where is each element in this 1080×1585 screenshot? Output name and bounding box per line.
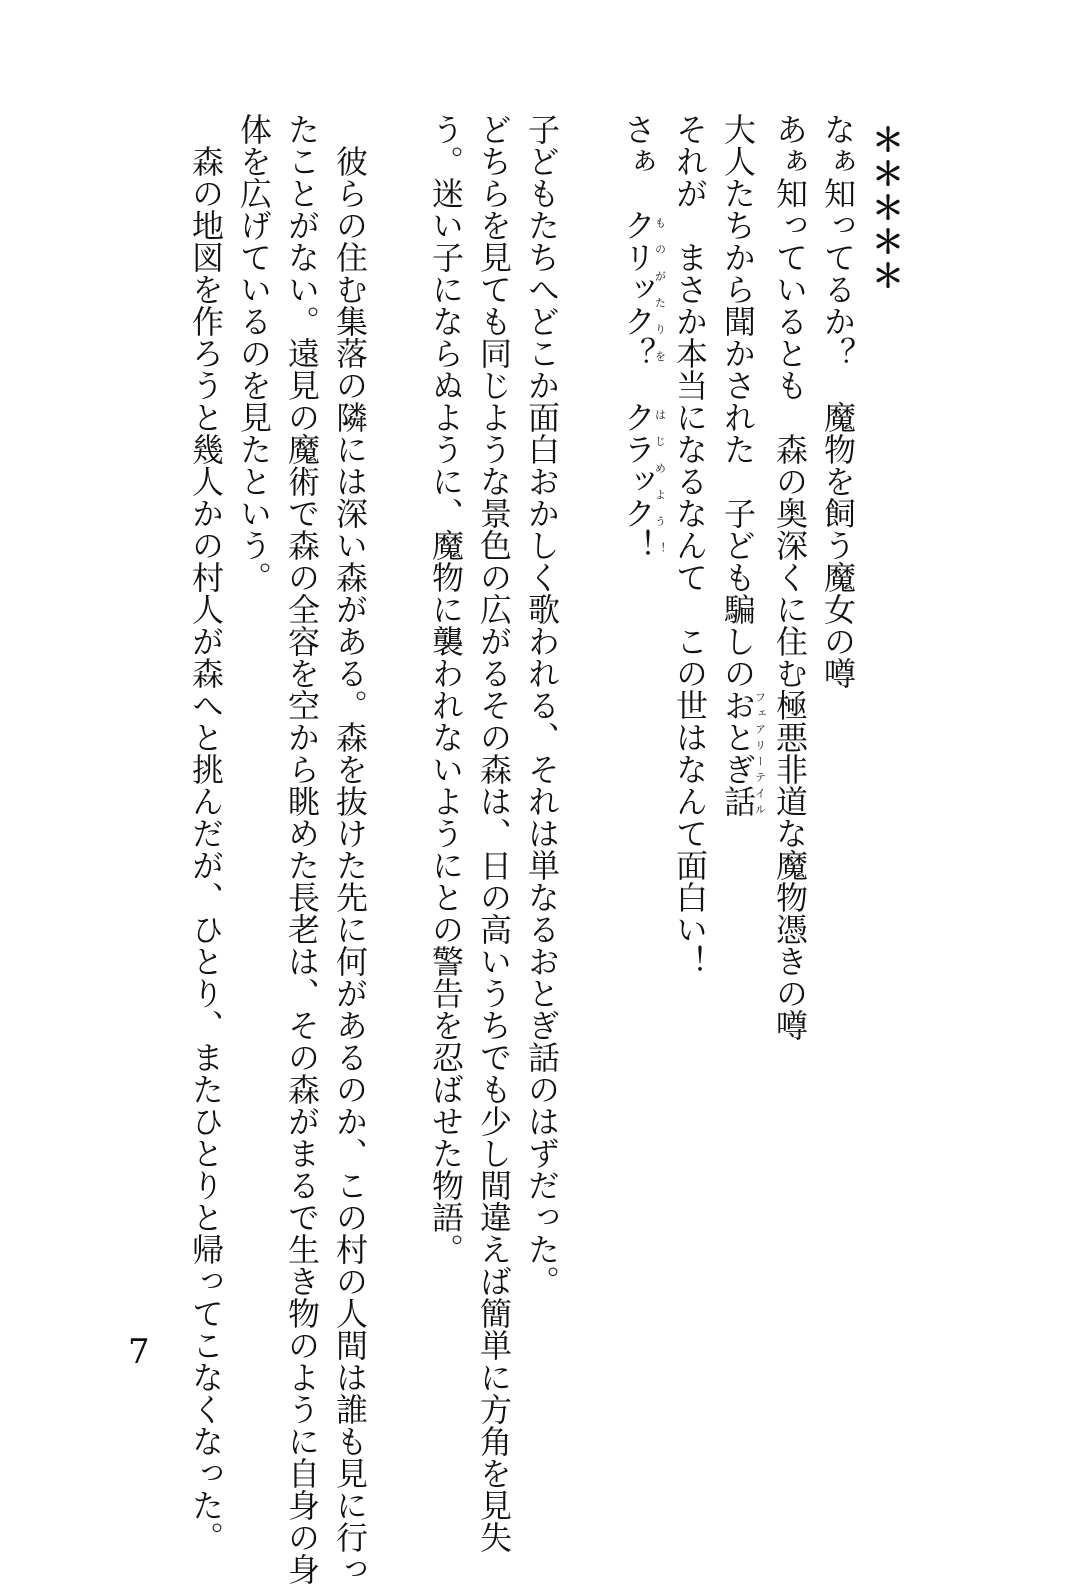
song-line-3-part-b: 子ども騙しの bbox=[719, 497, 757, 689]
song-line-5-part-a: さぁ bbox=[619, 113, 657, 177]
song-line-4-part-b: まさか本当になるなんて bbox=[671, 241, 709, 593]
blank-line bbox=[566, 113, 614, 1323]
song-line-1 bbox=[814, 113, 862, 1323]
click-ruby bbox=[619, 209, 667, 369]
song-line-2-part-b: 森の奥深くに住む極悪非道な魔物憑きの噂 bbox=[771, 433, 809, 1041]
song-line-2-part-a: あぁ知っているとも bbox=[771, 113, 809, 401]
paragraph-2-line-2: たことがない。遠見の魔術で森の全容を空から眺めた長老は、その森がまるで生き物のように自身の身 bbox=[283, 113, 321, 1585]
fairy-tale-ruby-text: フェアリーテイル bbox=[753, 689, 767, 817]
click-ruby-base: クリック？ bbox=[619, 209, 657, 369]
paragraph-2-line-1 bbox=[326, 113, 374, 1585]
crack-ruby-text: はじめよう！ bbox=[653, 401, 667, 561]
song-line-3 bbox=[714, 113, 766, 1323]
song-line-1-part-b: 魔物を飼う魔女の噂 bbox=[819, 401, 857, 689]
paragraph-1-line-1: 子どもたちへどこか面白おかしく歌われる、それは単なるおとぎ話のはずだった。 bbox=[523, 113, 561, 1297]
paragraph-3-line-1-text: 森の地図を作ろうと幾人かの村人が森へと挑んだが、ひとり、またひとりと帰ってこなくなった。 bbox=[187, 145, 225, 1553]
song-line-4-part-a: それが bbox=[671, 113, 709, 209]
song-line-5 bbox=[614, 113, 666, 1323]
song-line-4 bbox=[666, 113, 714, 1323]
paragraph-1-line-2: どちらを見ても同じような景色の広がるその森は、日の高いうちでも少し間違えば簡単に方角を見失 bbox=[475, 113, 513, 1553]
page-number: 7 bbox=[128, 1332, 150, 1372]
song-line-3-part-a: 大人たちから聞かされた bbox=[719, 113, 757, 465]
paragraph-2-line-3: 体を広げているのを見たという。 bbox=[235, 113, 273, 593]
song-line-2 bbox=[766, 113, 814, 1323]
paragraph-2-line-1-text: 彼らの住む集落の隣には深い森がある。森を抜けた先に何があるのか、この村の人間は誰も見に行っ bbox=[331, 145, 369, 1585]
paragraph-3-line-1 bbox=[182, 113, 230, 1553]
fairy-tale-ruby bbox=[719, 689, 767, 817]
song-line-1-part-a: なぁ知ってるか？ bbox=[819, 113, 857, 369]
section-mark: ＊＊＊＊＊ bbox=[867, 123, 905, 293]
crack-ruby bbox=[619, 401, 667, 561]
song-line-4-part-c: この世はなんて面白い！ bbox=[671, 625, 709, 977]
crack-ruby-base: クラック！ bbox=[619, 401, 657, 561]
click-ruby-text: ものがたりを bbox=[653, 209, 667, 369]
fairy-tale-ruby-base: おとぎ話 bbox=[719, 689, 757, 817]
paragraph-1-line-3: う。迷い子にならぬように、魔物に襲われないようにとの警告を忍ばせた物語。 bbox=[427, 113, 465, 1265]
vertical-text-body bbox=[150, 113, 910, 1585]
blank-line bbox=[374, 113, 422, 1323]
